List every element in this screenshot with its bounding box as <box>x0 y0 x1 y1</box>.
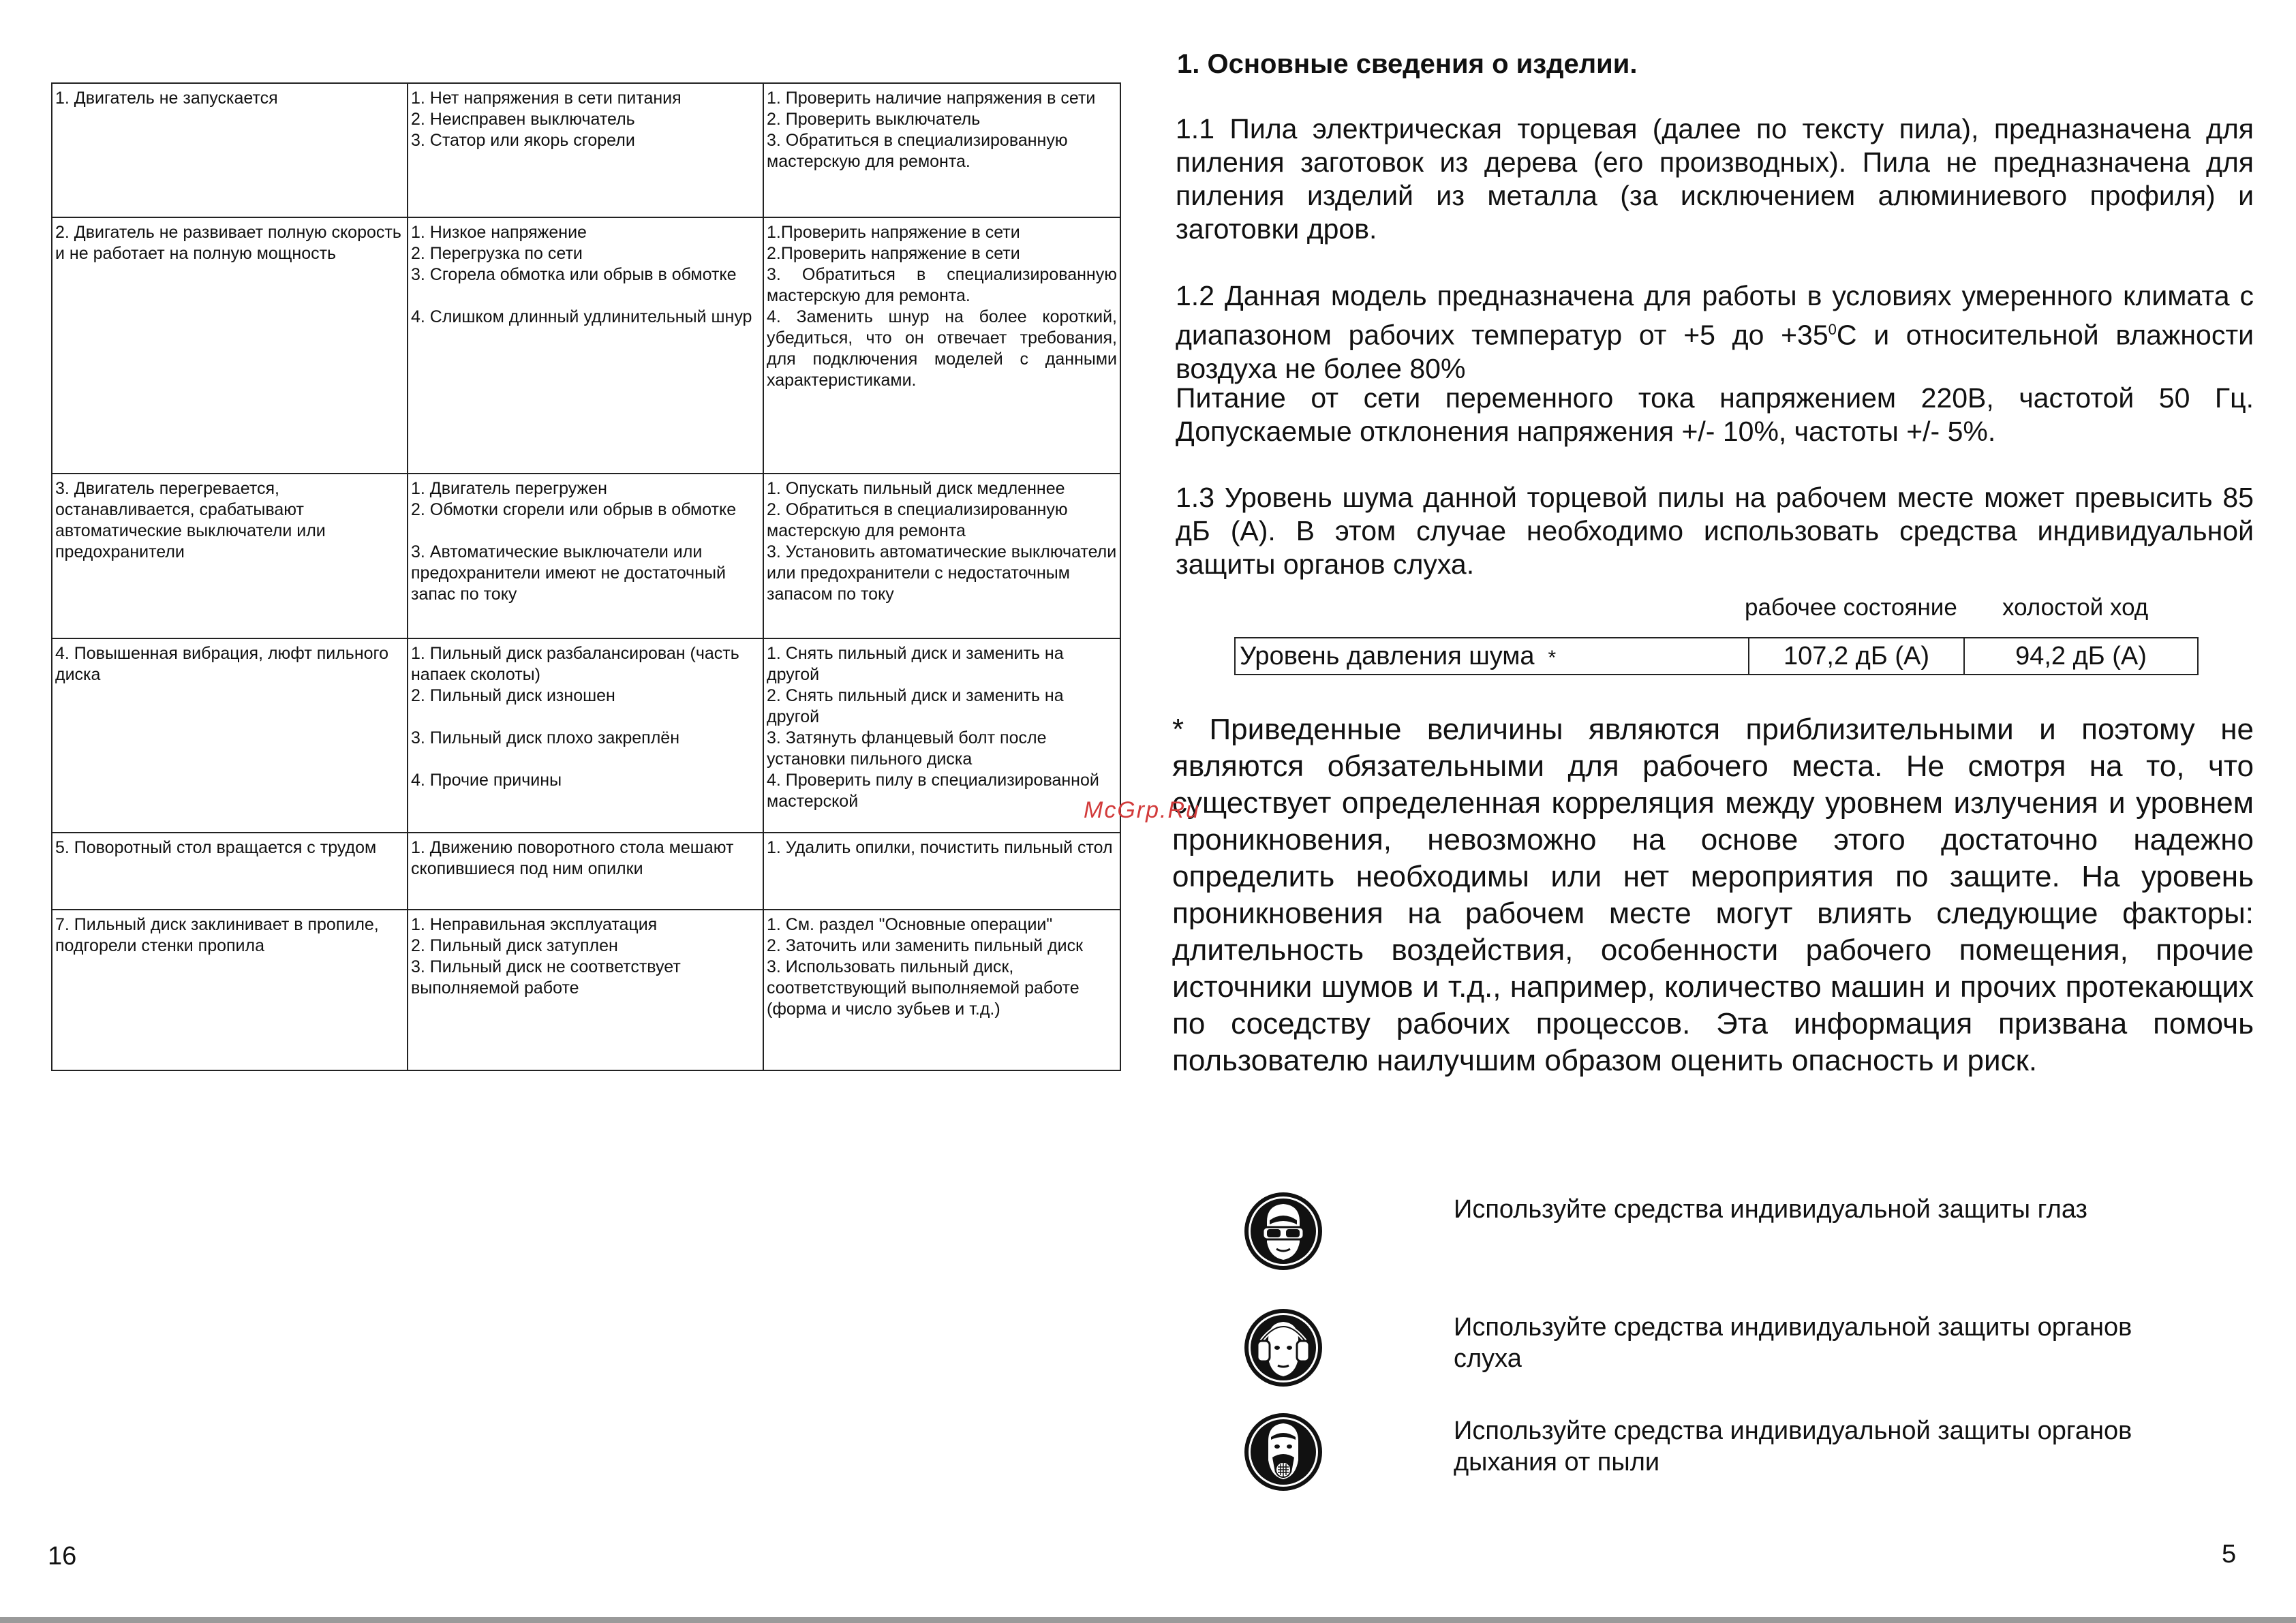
remedy-cell: 1. Снять пильный диск и заменить на другой 2. Снять пильный диск и заменить на другой 3. Затянуть фланцевый болт после установки пильного диска 4. Проверить пилу в специализированной мастерской <box>763 638 1120 833</box>
problem-cell: 3. Двигатель перегревается, останавливается, срабатывают автоматические выключатели или предохранители <box>52 474 408 638</box>
watermark: McGrp.Ru <box>1084 797 1200 823</box>
remedy-cell: 1. Удалить опилки, почистить пильный стол <box>763 833 1120 910</box>
troubleshooting-table <box>51 82 1121 1071</box>
paragraph-1-2-text: 1.2 Данная модель предназначена для работы в условиях умеренного климата с диапазоном рабочих температур от +5 до +35 <box>1176 280 2254 351</box>
section-title: 1. Основные сведения о изделии. <box>1177 49 1638 79</box>
ear-protection-icon <box>1244 1308 1323 1387</box>
page-number-left: 16 <box>48 1542 77 1571</box>
table-row <box>52 217 1120 474</box>
noise-row-label: Уровень давления шума <box>1240 641 1535 670</box>
table-row <box>52 910 1120 1070</box>
page-bottom-edge <box>0 1617 2296 1623</box>
remedy-cell: 1. См. раздел "Основные операции" 2. Заточить или заменить пильный диск 3. Использовать пильный диск, соответствующий выполняемой работе (форма и число зубьев и т.д.) <box>763 910 1120 1070</box>
paragraph-1-2 <box>1176 279 2254 386</box>
paragraph-1-2-text-cont: С и относительной влажности воздуха не более 80% <box>1176 319 2254 384</box>
power-supply-paragraph: Питание от сети переменного тока напряжением 220В, частотой 50 Гц. Допускаемые отклонения напряжения +/- 10%, частоты +/- 5%. <box>1176 382 2254 447</box>
problem-cell: 5. Поворотный стол вращается с трудом <box>52 833 408 910</box>
table-row <box>52 83 1120 217</box>
paragraph-1-3: 1.3 Уровень шума данной торцевой пилы на рабочем месте может превысить 85 дБ (А). В этом случае необходимо использовать средства индивидуальной защиты органов слуха. <box>1176 482 2254 580</box>
cause-cell: 1. Неправильная эксплуатация 2. Пильный диск затуплен 3. Пильный диск не соответствует выполняемой работе <box>408 910 763 1070</box>
ppe-breath-text: Используйте средства индивидуальной защиты органов дыхания от пыли <box>1454 1417 2132 1477</box>
table-row <box>52 638 1120 833</box>
table-row <box>52 474 1120 638</box>
cause-cell: 1. Двигатель перегружен 2. Обмотки сгорели или обрыв в обмотке 3. Автоматические выключатели или предохранители имеют не достаточный запас по току <box>408 474 763 638</box>
problem-cell: 2. Двигатель не развивает полную скорость и не работает на полную мощность <box>52 217 408 474</box>
degree-mark: 0 <box>1828 321 1837 338</box>
noise-table <box>1234 637 2199 675</box>
remedy-cell: 1. Проверить наличие напряжения в сети 2. Проверить выключатель 3. Обратиться в специализированную мастерскую для ремонта. <box>763 83 1120 217</box>
noise-idle-value: 94,2 дБ (А) <box>1964 638 2198 675</box>
cause-cell: 1. Низкое напряжение 2. Перегрузка по сети 3. Сгорела обмотка или обрыв в обмотке 4. Слишком длинный удлинительный шнур <box>408 217 763 474</box>
noise-working-value: 107,2 дБ (А) <box>1749 638 1964 675</box>
remedy-cell: 1.Проверить напряжение в сети 2.Проверить напряжение в сети 3. Обратиться в специализированную мастерскую для ремонта. 4. Заменить шнур на более короткий, убедиться, что он отвечает требования, для подключения моделей с данными характеристиками. <box>763 217 1120 474</box>
noise-column-idle: холостой ход <box>2002 594 2149 621</box>
problem-cell: 7. Пильный диск заклинивает в пропиле, подгорели стенки пропила <box>52 910 408 1070</box>
ppe-eyes-text: Используйте средства индивидуальной защиты глаз <box>1454 1195 2087 1224</box>
cause-cell: 1. Нет напряжения в сети питания 2. Неисправен выключатель 3. Статор или якорь сгорели <box>408 83 763 217</box>
goggles-icon <box>1244 1192 1323 1271</box>
problem-cell: 1. Двигатель не запускается <box>52 83 408 217</box>
cause-cell: 1. Движению поворотного стола мешают скопившиеся под ним опилки <box>408 833 763 910</box>
ppe-ears-text: Используйте средства индивидуальной защиты органов слуха <box>1454 1313 2132 1373</box>
cause-cell: 1. Пильный диск разбалансирован (часть напаек сколоты) 2. Пильный диск изношен 3. Пильный диск плохо закреплён 4. Прочие причины <box>408 638 763 833</box>
table-row <box>52 833 1120 910</box>
problem-cell: 4. Повышенная вибрация, люфт пильного диска <box>52 638 408 833</box>
page-number-right: 5 <box>2222 1540 2237 1568</box>
noise-column-working: рабочее состояние <box>1745 594 1957 621</box>
respirator-icon <box>1244 1412 1323 1491</box>
table-row <box>1235 638 2198 675</box>
remedy-cell: 1. Опускать пильный диск медленнее 2. Обратиться в специализированную мастерскую для ремонта 3. Установить автоматические выключатели или предохранители с недостаточным запасом по току <box>763 474 1120 638</box>
noise-row-label-cell <box>1235 638 1749 675</box>
asterisk-mark: * <box>1548 646 1557 669</box>
paragraph-1-1: 1.1 Пила электрическая торцевая (далее по тексту пила), предназначена для пиления заготовок из дерева (его производных). Пила не предназначена для пиления изделий из металла (за исключением алюминиевого профиля) и заготовки дров. <box>1176 113 2254 245</box>
noise-disclaimer: * Приведенные величины являются приблизительными и поэтому не являются обязательными для рабочего места. Не смотря на то, что существует определенная корреляция между уровнем излучения и уровнем проникновения, невозможно на основе этого достаточно надежно определить необходимы или нет мероприятия по защите. На уровень проникновения на рабочем месте могут влиять следующие факторы: длительность воздействия, особенности рабочего помещения, прочие источники шумов и т.д., например, количество машин и прочих протекающих по соседству рабочих процессов. Эта информация призвана помочь пользователю наилучшим образом оценить опасность и риск. <box>1172 713 2254 1077</box>
